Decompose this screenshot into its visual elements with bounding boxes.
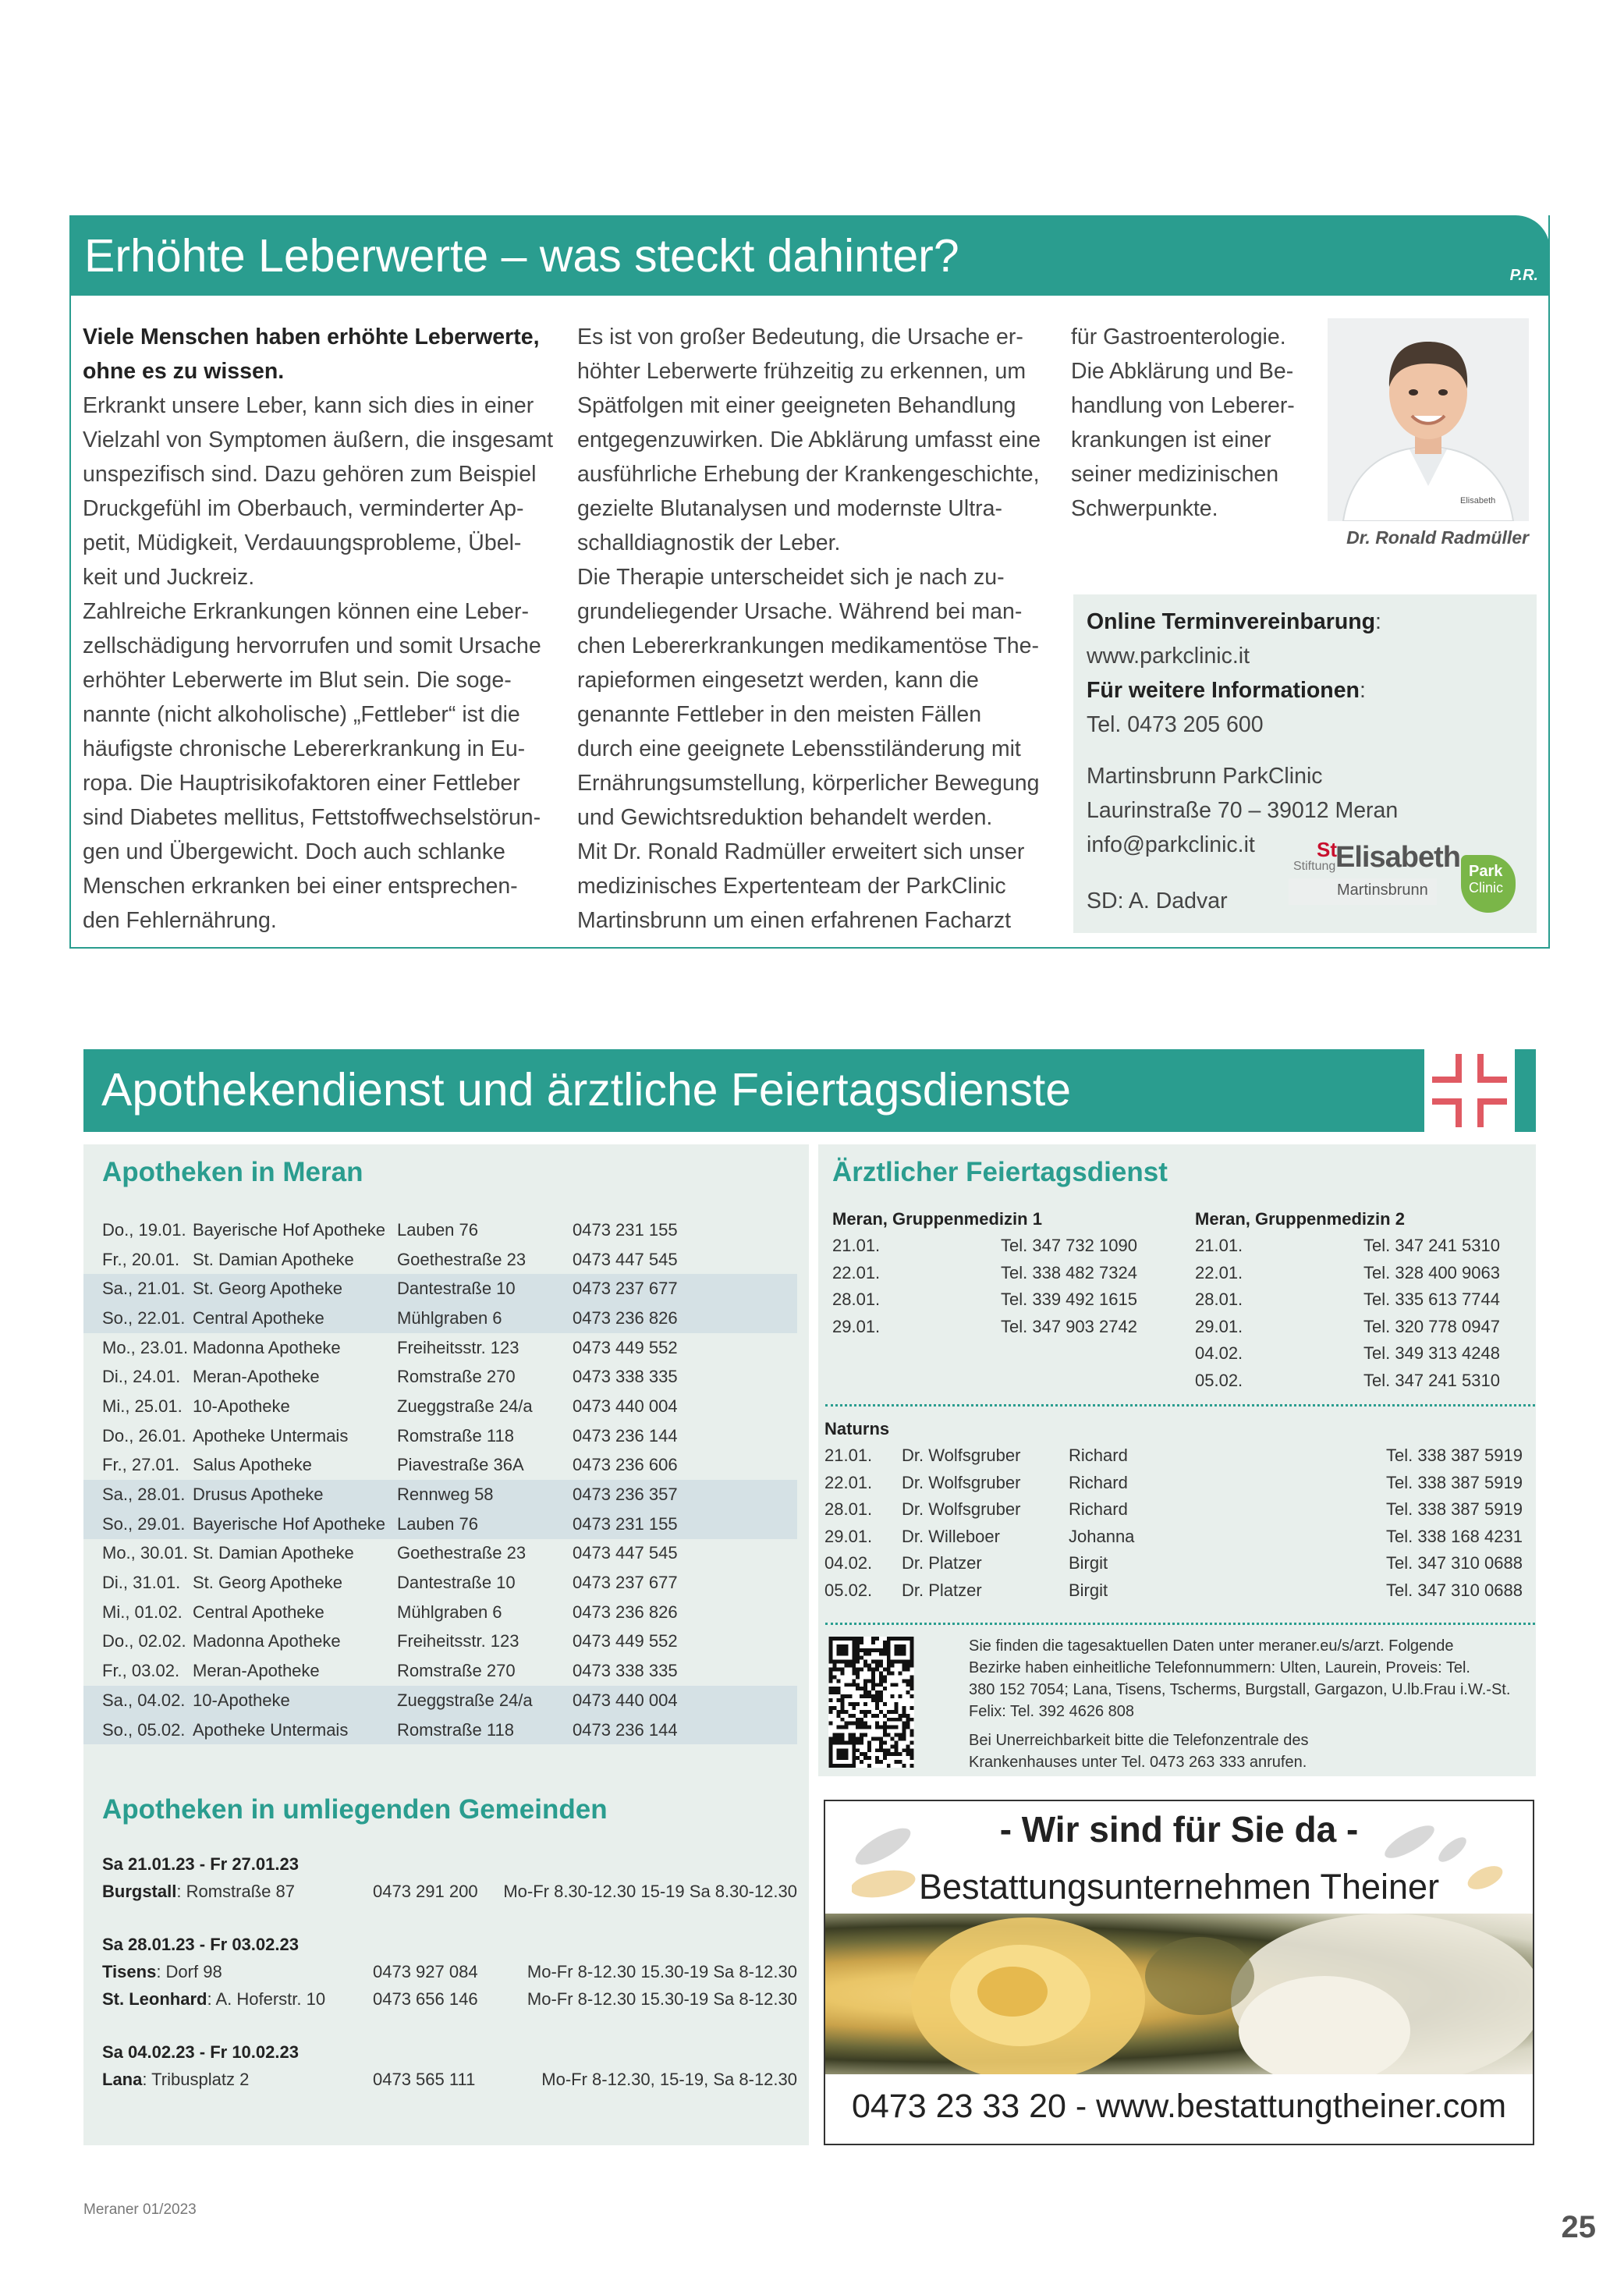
surrounding-entry: Tisens: Dorf 98 [102, 1962, 222, 1981]
surrounding-entry: Burgstall: Romstraße 87 [102, 1882, 295, 1901]
duty-date: 29.01. [832, 1316, 881, 1336]
pharmacy-phone: 0473 236 826 [573, 1602, 678, 1622]
pharmacy-row [83, 1656, 797, 1686]
pharmacy-row [83, 1715, 797, 1745]
svg-text:Elisabeth: Elisabeth [1460, 496, 1496, 506]
pharmacy-date: Di., 24.01. [102, 1367, 181, 1387]
pharmacy-phone: 0473 449 552 [573, 1631, 678, 1651]
pharmacy-street: Dantestraße 10 [397, 1274, 573, 1304]
pharmacy-street: Rennweg 58 [397, 1480, 573, 1509]
naturns-doctor: Dr. Platzer [902, 1553, 982, 1573]
qr-code-icon [828, 1637, 914, 1768]
pharmacy-cross-icon [1424, 1049, 1515, 1132]
pharmacy-street: Romstraße 118 [397, 1715, 573, 1745]
pharmacy-phone: 0473 338 335 [573, 1367, 678, 1387]
dotted-divider [825, 1404, 1535, 1407]
group1-title: Meran, Gruppenmedizin 1 [832, 1209, 1042, 1229]
duty-date: 29.01. [1195, 1316, 1243, 1336]
pharmacy-row [83, 1362, 797, 1392]
naturns-phone: Tel. 347 310 0688 [1386, 1553, 1523, 1573]
sd-credit: SD: A. Dadvar [1087, 889, 1228, 913]
page-number: 25 [1561, 2210, 1596, 2244]
pharmacy-date: So., 05.02. [83, 1715, 193, 1745]
surrounding-phone: 0473 656 146 [373, 1989, 478, 2009]
online-appointment-label: Online Terminvereinbarung: [1087, 609, 1381, 634]
duty-date: 22.01. [1195, 1262, 1243, 1282]
photo-caption: Dr. Ronald Radmüller [1346, 527, 1529, 548]
surrounding-hours: Mo-Fr 8.30-12.30 15-19 Sa 8.30-12.30 [503, 1882, 797, 1901]
pharmacy-phone: 0473 440 004 [573, 1396, 678, 1416]
pharmacy-date: So., 29.01. [83, 1509, 193, 1539]
qr-code[interactable] [828, 1637, 914, 1768]
pharmacy-name: St. Damian Apotheke [193, 1249, 354, 1269]
article-column-2: Es ist von großer Bedeutung, die Ursache er- höhter Leberwerte frühzeitig zu erkennen, um Spätfolgen mit einer geeigneten Behandlung entgegenzuwirken. Die Abklärung umfasst eine ausführliche Erhebung der Krankengeschichte, gezielte Blutanalysen und modernste Ultra- schalldiagnostik der Leber. Die Therapie unterscheidet sich je nach zu- grundeliegender Ursache. Während bei man- chen Lebererkrankungen medikamentöse The- rapieformen eingesetzt werden, kann die genannte Fettleber in den meisten Fällen durch eine geeignete Lebensstiländerung mit Ernährungsumstellung, körperlicher Bewegung und Gewichtsreduktion behandelt werden. Mit Dr. Ronald Radmüller erweitert sich unser medizinisches Expertenteam der ParkClinic Martinsbrunn um einen erfahrenen Facharzt [577, 325, 1041, 933]
duty-date: 22.01. [832, 1262, 881, 1282]
duty-date: 21.01. [1195, 1236, 1243, 1255]
naturns-date: 22.01. [824, 1472, 873, 1492]
pharmacy-name: Bayerische Hof Apotheke [193, 1509, 397, 1539]
pharmacy-date: Fr., 03.02. [102, 1661, 180, 1681]
pharmacy-phone: 0473 447 545 [573, 1249, 678, 1269]
pharmacy-phone: 0473 236 826 [573, 1304, 797, 1333]
article-lead: Viele Menschen haben erhöhte Leberwerte, ohne es zu wissen. [83, 325, 540, 384]
pharmacy-name: Madonna Apotheke [193, 1631, 341, 1651]
surrounding-period: Sa 21.01.23 - Fr 27.01.23 [102, 1854, 299, 1874]
article-column-3: für Gastroenterologie. Die Abklärung und Be- handlung von Leberer- krankungen ist einer seiner medizinischen Schwerpunkte. [1071, 325, 1295, 521]
pharmacy-row [83, 1627, 797, 1657]
pharmacy-date: Sa., 04.02. [83, 1686, 193, 1715]
pharmacy-street: Freiheitsstr. 123 [397, 1631, 519, 1651]
duty-date: 04.02. [1195, 1343, 1243, 1364]
pharmacy-name: Apotheke Untermais [193, 1425, 349, 1446]
pharmacy-street: Zueggstraße 24/a [397, 1396, 533, 1416]
pharmacy-name: St. Georg Apotheke [193, 1573, 343, 1593]
pharmacy-name: Central Apotheke [193, 1304, 397, 1333]
pharmacy-row [83, 1451, 797, 1481]
naturns-firstname: Johanna [1069, 1526, 1135, 1546]
clinic-address: Laurinstraße 70 – 39012 Meran [1087, 798, 1399, 823]
duty-phone: Tel. 338 482 7324 [1001, 1262, 1137, 1282]
article-col1-text: Erkrankt unsere Leber, kann sich dies in einer Vielzahl von Symptomen äußern, die insgesamt unspezifisch sind. Dazu gehören zum Beispiel Druckgefühl im Oberbauch, verminderter Ap- petit, Müdigkeit, Verdauungsprobleme, Übel- keit und Juckreiz. Zahlreiche Erkrankungen können eine Leber- zellschädigung hervorrufen und somit Ursache erhöhter Leberwerte im Blut sein. Die soge- nannte (nicht alkoholische) „Fettleber“ ist die häufigste chronische Lebererkrankung in Eu- ropa. Die Hauptrisikofaktoren einer Fettleber sind Diabetes mellitus, Fettstoffwechselstörun- gen und Übergewicht. Doch auch schlanke Menschen erkranken bei einer entsprechen- den Fehlernährung. [83, 393, 554, 933]
pharmacy-row [83, 1274, 797, 1304]
naturns-date: 05.02. [824, 1580, 873, 1600]
pharmacy-date: Mo., 30.01. [102, 1543, 189, 1563]
naturns-date: 28.01. [824, 1499, 873, 1520]
pharmacy-street: Mühlgraben 6 [397, 1304, 573, 1333]
surrounding-entry: St. Leonhard: A. Hoferstr. 10 [102, 1989, 326, 2009]
pharmacy-name: Central Apotheke [193, 1602, 324, 1622]
pharmacy-row [83, 1392, 797, 1421]
pharmacy-street: Romstraße 270 [397, 1367, 516, 1387]
naturns-date: 29.01. [824, 1526, 873, 1546]
issue-label: Meraner 01/2023 [83, 2201, 197, 2218]
pharmacy-street: Mühlgraben 6 [397, 1602, 502, 1622]
duty-phone: Tel. 347 241 5310 [1363, 1236, 1500, 1255]
roses-image [825, 1914, 1533, 2074]
pharmacy-row [83, 1480, 797, 1509]
ad-title: - Wir sind für Sie da - [999, 1809, 1359, 1850]
pharmacy-date: Sa., 21.01. [83, 1274, 193, 1304]
pharmacy-name: Salus Apotheke [193, 1455, 312, 1475]
pharmacy-row [83, 1509, 797, 1539]
pharmacy-phone: 0473 440 004 [573, 1686, 797, 1715]
section-title: Apothekendienst und ärztliche Feiertagsdienste [101, 1064, 1072, 1116]
pharmacy-name: Meran-Apotheke [193, 1661, 320, 1681]
clinic-url-link[interactable]: www.parkclinic.it [1087, 644, 1250, 669]
pharmacy-name: Madonna Apotheke [193, 1337, 341, 1357]
pharmacy-name: St. Damian Apotheke [193, 1543, 354, 1563]
pharmacies-meran-title: Apotheken in Meran [102, 1157, 363, 1187]
pharmacy-street: Freiheitsstr. 123 [397, 1337, 519, 1357]
parkclinic-logo: Park Clinic [1461, 855, 1516, 913]
rose-icon [825, 1914, 1533, 2074]
surrounding-period: Sa 28.01.23 - Fr 03.02.23 [102, 1935, 299, 1954]
pharmacy-date: Fr., 27.01. [102, 1455, 180, 1475]
pharmacy-phone: 0473 236 606 [573, 1455, 678, 1475]
pharmacy-phone: 0473 237 677 [573, 1573, 678, 1593]
clinic-name: Martinsbrunn ParkClinic [1087, 764, 1323, 789]
clinic-email-link[interactable]: info@parkclinic.it [1087, 832, 1255, 857]
pharmacy-row [83, 1215, 797, 1245]
pharmacy-date: Mo., 23.01. [102, 1337, 189, 1357]
doctor-photo [1328, 318, 1529, 521]
doctors-title: Ärztlicher Feiertagsdienst [832, 1157, 1168, 1187]
pharmacy-phone: 0473 449 552 [573, 1337, 678, 1357]
pharmacy-date: Di., 31.01. [102, 1573, 181, 1593]
pharmacy-street: Romstraße 270 [397, 1661, 516, 1681]
pharmacy-phone: 0473 236 144 [573, 1425, 678, 1446]
pharmacy-street: Piavestraße 36A [397, 1455, 524, 1475]
duty-phone: Tel. 347 732 1090 [1001, 1236, 1137, 1255]
stiftung-elisabeth-logo: St Stiftung Elisabeth Martinsbrunn [1289, 838, 1437, 908]
naturns-firstname: Birgit [1069, 1580, 1108, 1600]
naturns-phone: Tel. 347 310 0688 [1386, 1580, 1523, 1600]
naturns-doctor: Dr. Wolfsgruber [902, 1472, 1021, 1492]
surrounding-phone: 0473 291 200 [373, 1882, 478, 1901]
pharmacy-row [83, 1598, 797, 1627]
surrounding-hours: Mo-Fr 8-12.30 15.30-19 Sa 8-12.30 [527, 1989, 797, 2009]
group2-title: Meran, Gruppenmedizin 2 [1195, 1209, 1405, 1229]
pharmacy-phone: 0473 231 155 [573, 1219, 678, 1240]
duty-phone: Tel. 328 400 9063 [1363, 1262, 1500, 1282]
pharmacy-name: Drusus Apotheke [193, 1480, 397, 1509]
article-column-1 [83, 320, 566, 938]
pharmacy-date: Mi., 01.02. [102, 1602, 183, 1622]
pharmacy-date: Do., 26.01. [102, 1425, 186, 1446]
pharmacy-table [83, 1215, 797, 1744]
naturns-date: 21.01. [824, 1446, 873, 1465]
naturns-firstname: Richard [1069, 1446, 1128, 1465]
pharmacy-date: Fr., 20.01. [102, 1249, 180, 1269]
duty-date: 21.01. [832, 1236, 881, 1255]
surrounding-entry: Lana: Tribusplatz 2 [102, 2070, 250, 2089]
surrounding-period: Sa 04.02.23 - Fr 10.02.23 [102, 2042, 299, 2062]
hospital-note: Bei Unerreichbarkeit bitte die Telefonzentrale des Krankenhauses unter Tel. 0473 263 333 anrufen. [969, 1732, 1309, 1771]
pharmacy-name: St. Georg Apotheke [193, 1274, 397, 1304]
pharmacy-name: Meran-Apotheke [193, 1367, 320, 1387]
surrounding-hours: Mo-Fr 8-12.30 15.30-19 Sa 8-12.30 [527, 1962, 797, 1981]
pharmacy-street: Goethestraße 23 [397, 1543, 527, 1563]
pharmacy-date: Do., 02.02. [102, 1631, 186, 1651]
ad-contact[interactable]: 0473 23 33 20 - www.bestattungtheiner.com [851, 2088, 1507, 2125]
pharmacy-row [83, 1568, 797, 1598]
pr-label: P.R. [1509, 267, 1538, 284]
naturns-doctor: Dr. Wolfsgruber [902, 1446, 1021, 1465]
doctors-note: Sie finden die tagesaktuellen Daten unter meraner.eu/s/arzt. Folgende Bezirke haben einheitliche Telefonnummern: Ulten, Laurein, Proveis: Tel. 380 152 7054; Lana, Tisens, Tscherms, Burgstall, Gargazon, U.lb.Frau i.W.-St. Felix: Tel. 392 4626 808 [969, 1637, 1511, 1720]
clinic-phone: Tel. 0473 205 600 [1087, 712, 1264, 737]
naturns-firstname: Richard [1069, 1472, 1128, 1492]
naturns-firstname: Richard [1069, 1499, 1128, 1520]
duty-date: 28.01. [832, 1289, 881, 1310]
pharmacy-phone: 0473 338 335 [573, 1661, 678, 1681]
pharmacy-date: Sa., 28.01. [83, 1480, 193, 1509]
pharmacy-name: 10-Apotheke [193, 1686, 397, 1715]
surrounding-phone: 0473 565 111 [373, 2070, 476, 2089]
pharmacy-name: Apotheke Untermais [193, 1715, 397, 1745]
more-info-label: Für weitere Informationen: [1087, 678, 1366, 703]
naturns-phone: Tel. 338 387 5919 [1386, 1446, 1523, 1465]
pharmacy-row [83, 1245, 797, 1275]
pharmacy-row [83, 1304, 797, 1333]
naturns-title: Naturns [824, 1419, 890, 1438]
dotted-divider [825, 1623, 1535, 1625]
pharmacy-street: Lauben 76 [397, 1219, 478, 1240]
duty-phone: Tel. 347 903 2742 [1001, 1316, 1137, 1336]
duty-phone: Tel. 349 313 4248 [1363, 1343, 1500, 1364]
duty-phone: Tel. 335 613 7744 [1363, 1289, 1500, 1310]
pharmacy-date: So., 22.01. [83, 1304, 193, 1333]
naturns-doctor: Dr. Platzer [902, 1580, 982, 1600]
pharmacy-row [83, 1333, 797, 1363]
naturns-doctor: Dr. Wolfsgruber [902, 1499, 1021, 1520]
duty-phone: Tel. 347 241 5310 [1363, 1371, 1500, 1390]
duty-date: 28.01. [1195, 1289, 1243, 1310]
pharmacy-name: Bayerische Hof Apotheke [193, 1219, 386, 1240]
pharmacy-row [83, 1421, 797, 1451]
naturns-phone: Tel. 338 168 4231 [1386, 1526, 1523, 1546]
duty-date: 05.02. [1195, 1371, 1243, 1390]
doctor-portrait-icon [1328, 318, 1529, 521]
pharmacy-phone: 0473 236 357 [573, 1480, 797, 1509]
pharmacy-street: Goethestraße 23 [397, 1249, 527, 1269]
article-title: Erhöhte Leberwerte – was steckt dahinter? [84, 230, 959, 282]
surrounding-phone: 0473 927 084 [373, 1962, 478, 1981]
duty-phone: Tel. 339 492 1615 [1001, 1289, 1137, 1310]
pharmacy-row [83, 1539, 797, 1569]
pharmacy-phone: 0473 237 677 [573, 1274, 797, 1304]
surrounding-hours: Mo-Fr 8-12.30, 15-19, Sa 8-12.30 [541, 2070, 797, 2089]
duty-phone: Tel. 320 778 0947 [1363, 1316, 1500, 1336]
pharmacy-phone: 0473 231 155 [573, 1509, 797, 1539]
naturns-phone: Tel. 338 387 5919 [1386, 1499, 1523, 1520]
pharmacy-street: Romstraße 118 [397, 1425, 514, 1446]
pharmacy-phone: 0473 447 545 [573, 1543, 678, 1563]
pharmacy-date: Do., 19.01. [102, 1219, 186, 1240]
naturns-phone: Tel. 338 387 5919 [1386, 1472, 1523, 1492]
pharmacy-street: Dantestraße 10 [397, 1573, 516, 1593]
pharmacy-row [83, 1686, 797, 1715]
ad-company: Bestattungsunternehmen Theiner [918, 1867, 1440, 1907]
naturns-doctor: Dr. Willeboer [902, 1526, 1000, 1546]
naturns-date: 04.02. [824, 1553, 873, 1573]
surrounding-pharmacies-title: Apotheken in umliegenden Gemeinden [102, 1794, 608, 1825]
pharmacy-phone: 0473 236 144 [573, 1715, 797, 1745]
pharmacy-name: 10-Apotheke [193, 1396, 290, 1416]
pharmacy-street: Lauben 76 [397, 1509, 573, 1539]
pharmacy-street: Zueggstraße 24/a [397, 1686, 573, 1715]
naturns-firstname: Birgit [1069, 1553, 1108, 1573]
pharmacy-date: Mi., 25.01. [102, 1396, 183, 1416]
